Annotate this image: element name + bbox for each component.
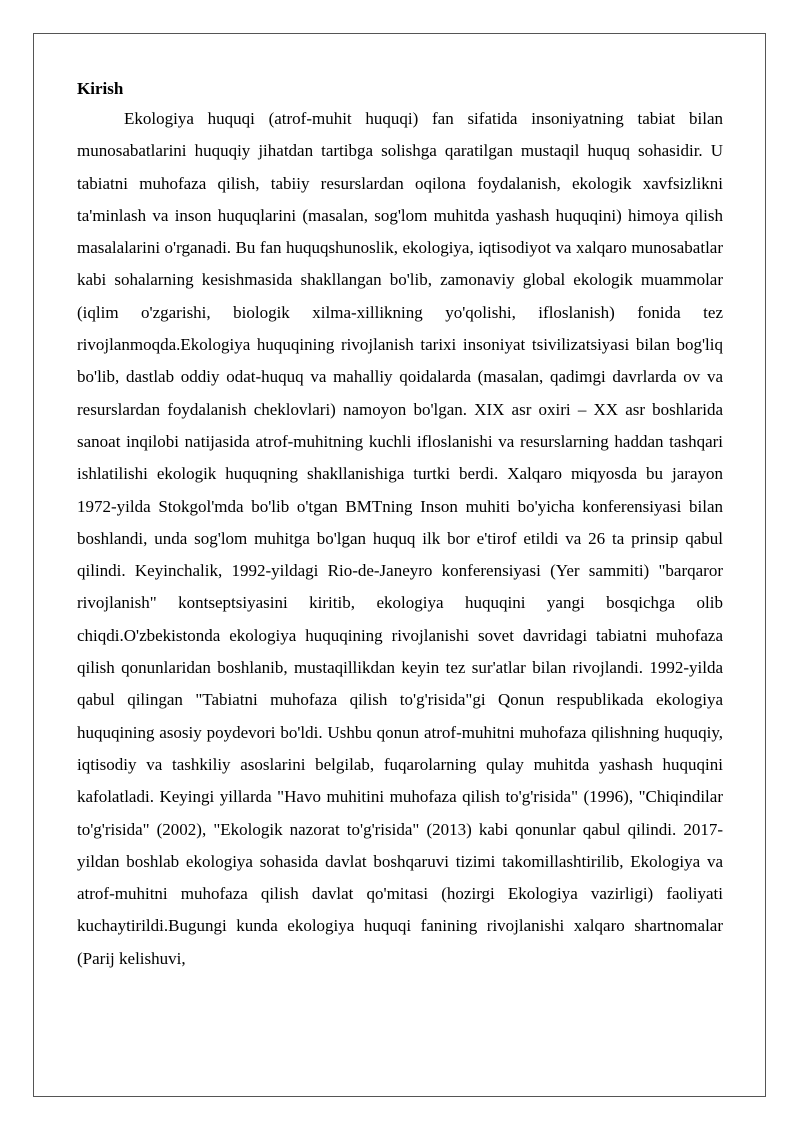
section-heading: Kirish xyxy=(77,79,124,98)
document-body xyxy=(77,74,723,975)
body-paragraph: Ekologiya huquqi (atrof-muhit huquqi) fan sifatida insoniyatning tabiat bilan munosabatlarini huquqiy jihatdan tartibga solishga qaratilgan mustaqil huquq sohasidir. U tabiatni muhofaza qilish, tabiiy resurslardan oqilona foydalanish, ekologik xavfsizlikni ta'minlash va inson huquqlarini (masalan, sog'lom muhitda yashash huquqini) himoya qilish masalalarini o'rganadi. Bu fan huquqshunoslik, ekologiya, iqtisodiyot va xalqaro munosabatlar kabi sohalarning kesishmasida shakllangan bo'lib, zamonaviy global ekologik muammolar (iqlim o'zgarishi, biologik xilma-xillikning yo'qolishi, ifloslanish) fonida tez rivojlanmoqda.Ekologiya huquqining rivojlanish tarixi insoniyat tsivilizatsiyasi bilan bog'liq bo'lib, dastlab oddiy odat-huquq va mahalliy qoidalarda (masalan, qadimgi davrlarda ov va resurslardan foydalanish cheklovlari) namoyon bo'lgan. XIX asr oxiri – XX asr boshlarida sanoat inqilobi natijasida atrof-muhitning kuchli ifloslanishi va resurslarning haddan tashqari ishlatilishi ekologik huquqning shakllanishiga turtki berdi. Xalqaro miqyosda bu jarayon 1972-yilda Stokgol'mda bo'lib o'tgan BMTning Inson muhiti bo'yicha konferensiyasi bilan boshlandi, unda sog'lom muhitga bo'lgan huquq ilk bor e'tirof etildi va 26 ta prinsip qabul qilindi. Keyinchalik, 1992-yildagi Rio-de-Janeyro konferensiyasi (Yer sammiti) "barqaror rivojlanish" kontseptsiyasini kiritib, ekologiya huquqini yangi bosqichga olib chiqdi.O'zbekistonda ekologiya huquqining rivojlanishi sovet davridagi tabiatni muhofaza qilish qonunlaridan boshlanib, mustaqillikdan keyin tez sur'atlar bilan rivojlandi. 1992-yilda qabul qilingan "Tabiatni muhofaza qilish to'g'risida"gi Qonun respublikada ekologiya huquqining asosiy poydevori bo'ldi. Ushbu qonun atrof-muhitni muhofaza qilishning huquqiy, iqtisodiy va tashkiliy asoslarini belgilab, fuqarolarning qulay muhitda yashash huquqini kafolatladi. Keyingi yillarda "Havo muhitini muhofaza qilish to'g'risida" (1996), "Chiqindilar to'g'risida" (2002), "Ekologik nazorat to'g'risida" (2013) kabi qonunlar qabul qilindi. 2017-yildan boshlab ekologiya sohasida davlat boshqaruvi tizimi takomillashtirilib, Ekologiya va atrof-muhitni muhofaza qilish davlat qo'mitasi (hozirgi Ekologiya vazirligi) faoliyati kuchaytirildi.Bugungi kunda ekologiya huquqi fanining rivojlanishi xalqaro shartnomalar (Parij kelishuvi, xyxy=(77,109,723,968)
